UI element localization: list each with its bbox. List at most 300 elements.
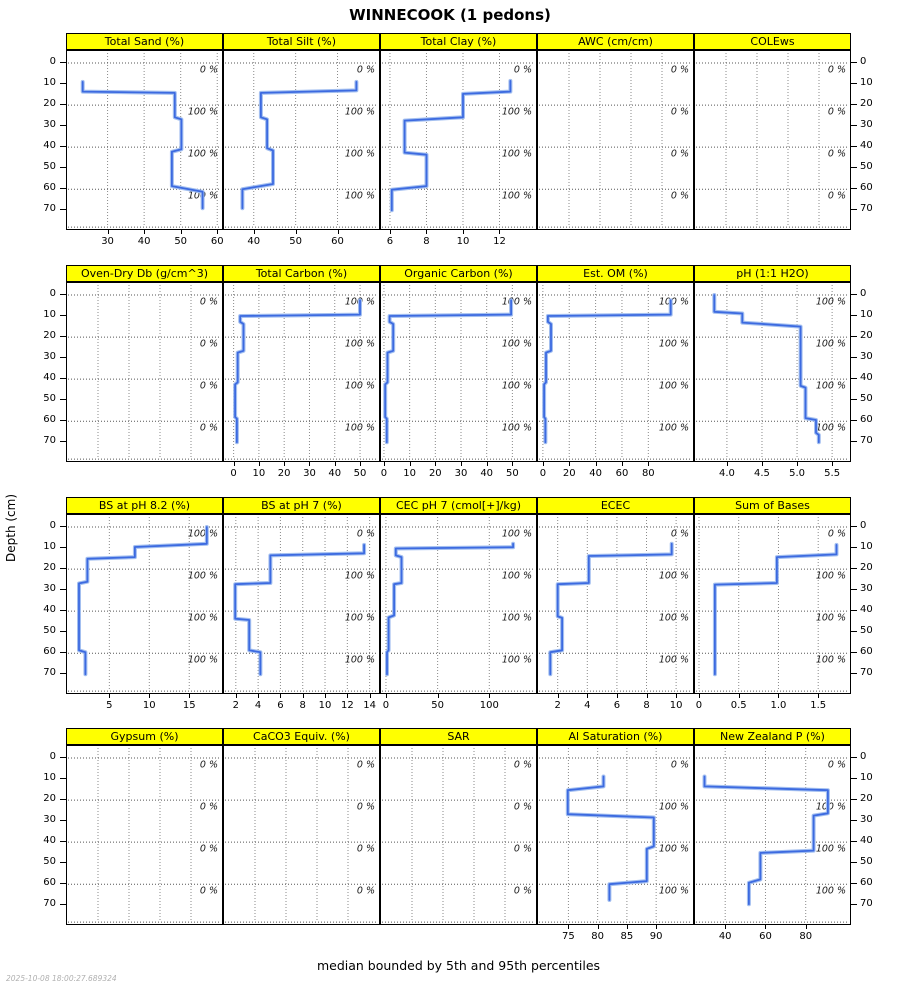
depth-tick-mark — [851, 799, 857, 800]
panel-title-strip — [66, 265, 223, 282]
depth-tick-label: 0 — [860, 751, 867, 762]
depth-tick-mark — [60, 820, 66, 821]
x-tick-mark — [806, 925, 807, 929]
panel-title-strip — [694, 497, 851, 514]
x-tick-mark — [284, 462, 285, 466]
depth-tick-label: 20 — [860, 98, 873, 110]
slab-contributing-fraction-label: 100 % — [815, 570, 846, 582]
depth-tick-mark — [60, 125, 66, 126]
depth-tick-label: 10 — [43, 77, 56, 89]
profile-plot — [695, 283, 850, 461]
depth-tick-mark — [60, 336, 66, 337]
depth-tick-label: 50 — [860, 393, 873, 405]
panel-caco3-equiv — [223, 745, 380, 925]
panel-bs-at-ph-7 — [223, 514, 380, 694]
profile-plot — [538, 515, 693, 693]
x-tick-label: 50 — [353, 468, 367, 479]
slab-contributing-fraction-label: 100 % — [815, 801, 846, 813]
slab-contributing-fraction-label: 100 % — [344, 190, 375, 202]
x-tick-label: 6 — [386, 236, 394, 247]
x-tick-label: 5 — [106, 700, 113, 711]
depth-tick-label: 40 — [43, 140, 56, 152]
panel-title-strip — [537, 728, 694, 745]
slab-contributing-fraction-label: 100 % — [658, 296, 689, 308]
slab-contributing-fraction-label: 0 % — [356, 64, 375, 76]
x-tick-mark — [461, 462, 462, 466]
x-tick-label: 60 — [210, 236, 224, 247]
panel-title: Al Saturation (%) — [568, 730, 663, 743]
depth-tick-label: 40 — [860, 835, 873, 847]
x-tick-label: 8 — [299, 700, 306, 711]
slab-contributing-fraction-label: 0 % — [356, 843, 375, 855]
panel-title-strip — [694, 265, 851, 282]
x-tick-label: 0 — [380, 468, 388, 479]
x-tick-label: 4.0 — [718, 468, 735, 479]
slab-contributing-fraction-label: 0 % — [513, 759, 532, 771]
depth-tick-label: 0 — [860, 288, 867, 299]
depth-tick-mark — [851, 294, 857, 295]
x-tick-mark — [390, 230, 391, 234]
x-tick-mark — [647, 694, 648, 698]
depth-tick-label: 70 — [43, 203, 56, 215]
slab-contributing-fraction-label: 100 % — [344, 106, 375, 118]
x-tick-mark — [487, 462, 488, 466]
depth-tick-label: 20 — [43, 793, 56, 805]
depth-tick-mark — [60, 547, 66, 548]
x-tick-label: 100 — [479, 700, 499, 711]
depth-tick-mark — [851, 841, 857, 842]
x-tick-mark — [558, 694, 559, 698]
x-tick-mark — [108, 230, 109, 234]
panel-title-strip — [537, 497, 694, 514]
panel-total-sand — [66, 50, 223, 230]
depth-tick-label: 70 — [860, 898, 873, 910]
panel-ph-1-1-h2o — [694, 282, 851, 462]
depth-tick-mark — [60, 62, 66, 63]
depth-tick-label: 70 — [860, 203, 873, 215]
depth-tick-label: 30 — [860, 119, 873, 131]
depth-tick-label: 70 — [860, 667, 873, 679]
panel-sar — [380, 745, 537, 925]
depth-tick-mark — [60, 673, 66, 674]
x-tick-mark — [438, 694, 439, 698]
slab-contributing-fraction-label: 100 % — [815, 338, 846, 350]
x-tick-label: 4 — [584, 700, 591, 711]
panel-cec-ph-7-cmol-kg — [380, 514, 537, 694]
panel-title: AWC (cm/cm) — [578, 35, 653, 48]
x-tick-label: 85 — [620, 931, 634, 942]
panel-awc-cm-cm — [537, 50, 694, 230]
slab-contributing-fraction-label: 0 % — [670, 759, 689, 771]
median-line — [392, 81, 511, 210]
depth-tick-mark — [851, 104, 857, 105]
depth-tick-label: 70 — [43, 667, 56, 679]
x-tick-label: 20 — [277, 468, 291, 479]
x-tick-label: 10 — [456, 236, 470, 247]
page-title: WINNECOOK (1 pedons) — [349, 6, 551, 24]
x-tick-label: 15 — [182, 700, 196, 711]
depth-tick-mark — [60, 799, 66, 800]
slab-contributing-fraction-label: 0 % — [827, 759, 846, 771]
slab-contributing-fraction-label: 0 % — [670, 190, 689, 202]
depth-tick-mark — [60, 146, 66, 147]
depth-tick-mark — [851, 125, 857, 126]
panel-title-strip — [223, 728, 380, 745]
profile-plot — [381, 515, 536, 693]
x-tick-label: 20 — [562, 468, 576, 479]
x-tick-mark — [725, 925, 726, 929]
depth-tick-label: 40 — [43, 604, 56, 616]
depth-tick-label: 40 — [43, 835, 56, 847]
panel-title-strip — [223, 497, 380, 514]
profile-plot — [695, 515, 850, 693]
slab-contributing-fraction-label: 0 % — [356, 759, 375, 771]
panel-title: Total Carbon (%) — [255, 267, 348, 280]
x-tick-label: 0 — [382, 700, 390, 711]
depth-tick-mark — [60, 778, 66, 779]
x-tick-mark — [386, 694, 387, 698]
x-tick-mark — [762, 462, 763, 466]
x-tick-mark — [463, 230, 464, 234]
x-tick-label: 10 — [669, 700, 683, 711]
median-line — [714, 295, 819, 442]
x-tick-mark — [384, 462, 385, 466]
slab-contributing-fraction-label: 0 % — [513, 885, 532, 897]
profile-plot — [67, 746, 222, 924]
depth-tick-label: 30 — [860, 814, 873, 826]
slab-contributing-fraction-label: 0 % — [199, 885, 218, 897]
slab-contributing-fraction-label: 0 % — [199, 422, 218, 434]
depth-tick-mark — [851, 589, 857, 590]
x-tick-mark — [309, 462, 310, 466]
x-tick-label: 6 — [613, 700, 621, 711]
depth-tick-label: 20 — [43, 562, 56, 574]
x-tick-mark — [832, 462, 833, 466]
x-tick-mark — [797, 462, 798, 466]
panel-title-strip — [223, 33, 380, 50]
depth-tick-mark — [60, 83, 66, 84]
depth-tick-label: 60 — [43, 182, 56, 194]
slab-contributing-fraction-label: 100 % — [501, 148, 532, 160]
depth-tick-label: 50 — [43, 625, 56, 637]
depth-tick-mark — [851, 652, 857, 653]
depth-tick-label: 40 — [860, 604, 873, 616]
slab-contributing-fraction-label: 100 % — [501, 106, 532, 118]
x-tick-mark — [410, 462, 411, 466]
panel-title-strip — [380, 33, 537, 50]
x-tick-mark — [765, 925, 766, 929]
x-tick-label: 40 — [718, 931, 732, 942]
depth-tick-mark — [851, 820, 857, 821]
slab-contributing-fraction-label: 100 % — [658, 422, 689, 434]
x-tick-mark — [217, 230, 218, 234]
median-line — [387, 544, 513, 675]
x-tick-mark — [648, 462, 649, 466]
x-tick-mark — [109, 694, 110, 698]
x-tick-mark — [259, 462, 260, 466]
slab-contributing-fraction-label: 100 % — [187, 570, 218, 582]
x-tick-mark — [739, 694, 740, 698]
depth-tick-mark — [851, 757, 857, 758]
depth-tick-mark — [851, 378, 857, 379]
panel-title: CEC pH 7 (cmol[+]/kg) — [395, 499, 522, 512]
panel-title-strip — [537, 265, 694, 282]
x-tick-label: 80 — [641, 468, 655, 479]
x-tick-label: 40 — [247, 236, 261, 247]
x-tick-label: 40 — [137, 236, 151, 247]
panel-ecec — [537, 514, 694, 694]
panel-title-strip — [223, 265, 380, 282]
slab-contributing-fraction-label: 100 % — [187, 106, 218, 118]
panel-title: BS at pH 7 (%) — [261, 499, 342, 512]
depth-tick-label: 20 — [860, 793, 873, 805]
depth-tick-mark — [60, 883, 66, 884]
depth-tick-label: 30 — [43, 583, 56, 595]
depth-tick-label: 60 — [860, 877, 873, 889]
x-tick-mark — [360, 462, 361, 466]
panel-total-clay — [380, 50, 537, 230]
slab-contributing-fraction-label: 100 % — [815, 296, 846, 308]
slab-contributing-fraction-label: 100 % — [658, 612, 689, 624]
slab-contributing-fraction-label: 100 % — [501, 190, 532, 202]
depth-tick-label: 30 — [43, 814, 56, 826]
x-tick-label: 5.5 — [824, 468, 841, 479]
x-tick-mark — [335, 462, 336, 466]
panel-title: Total Clay (%) — [420, 35, 497, 48]
panel-title-strip — [380, 265, 537, 282]
panel-title: Organic Carbon (%) — [404, 267, 513, 280]
depth-tick-mark — [851, 209, 857, 210]
depth-tick-label: 50 — [860, 625, 873, 637]
profile-plot — [538, 51, 693, 229]
slab-contributing-fraction-label: 100 % — [344, 296, 375, 308]
profile-plot — [381, 746, 536, 924]
depth-tick-mark — [851, 83, 857, 84]
profile-plot — [224, 515, 379, 693]
x-tick-mark — [189, 694, 190, 698]
profile-plot — [67, 283, 222, 461]
slab-contributing-fraction-label: 100 % — [344, 570, 375, 582]
slab-contributing-fraction-label: 0 % — [199, 338, 218, 350]
x-tick-label: 10 — [403, 468, 416, 479]
slab-contributing-fraction-label: 100 % — [344, 612, 375, 624]
panel-gypsum — [66, 745, 223, 925]
x-tick-mark — [569, 462, 570, 466]
x-tick-label: 5.0 — [789, 468, 805, 479]
x-tick-mark — [149, 694, 150, 698]
x-tick-mark — [280, 694, 281, 698]
x-tick-label: 10 — [142, 700, 156, 711]
depth-tick-mark — [60, 399, 66, 400]
x-tick-mark — [568, 925, 569, 929]
depth-tick-mark — [60, 104, 66, 105]
slab-contributing-fraction-label: 100 % — [658, 801, 689, 813]
x-tick-label: 50 — [289, 236, 302, 247]
panel-bs-at-ph-8-2 — [66, 514, 223, 694]
depth-tick-label: 30 — [860, 351, 873, 363]
profile-plot — [381, 283, 536, 461]
depth-tick-label: 50 — [860, 161, 873, 173]
x-tick-label: 1.5 — [810, 700, 827, 711]
depth-tick-label: 0 — [860, 56, 867, 67]
panel-title: COLEws — [750, 35, 795, 48]
x-tick-label: 40 — [328, 468, 342, 479]
x-tick-label: 4.5 — [754, 468, 770, 479]
slab-contributing-fraction-label: 100 % — [187, 528, 218, 540]
slab-contributing-fraction-label: 0 % — [199, 296, 218, 308]
panel-est-om — [537, 282, 694, 462]
panel-organic-carbon — [380, 282, 537, 462]
profile-plot — [538, 746, 693, 924]
slab-contributing-fraction-label: 0 % — [199, 380, 218, 392]
slab-contributing-fraction-label: 0 % — [356, 885, 375, 897]
timestamp: 2025-10-08 18:00:27.689324 — [6, 974, 117, 983]
x-tick-mark — [543, 462, 544, 466]
depth-tick-label: 50 — [43, 393, 56, 405]
x-tick-label: 30 — [303, 468, 316, 479]
depth-tick-mark — [851, 883, 857, 884]
slab-contributing-fraction-label: 100 % — [344, 338, 375, 350]
x-tick-mark — [435, 462, 436, 466]
caption: median bounded by 5th and 95th percentiles — [316, 958, 601, 973]
slab-contributing-fraction-label: 0 % — [827, 528, 846, 540]
depth-tick-mark — [851, 315, 857, 316]
slab-contributing-fraction-label: 0 % — [199, 759, 218, 771]
x-tick-mark — [727, 462, 728, 466]
x-tick-label: 6 — [277, 700, 284, 711]
depth-tick-mark — [60, 188, 66, 189]
x-tick-mark — [499, 230, 500, 234]
depth-tick-mark — [851, 673, 857, 674]
slab-contributing-fraction-label: 100 % — [815, 422, 846, 434]
slab-contributing-fraction-label: 100 % — [344, 422, 375, 434]
slab-contributing-fraction-label: 100 % — [815, 380, 846, 392]
x-tick-mark — [296, 230, 297, 234]
x-tick-mark — [627, 925, 628, 929]
percentile-ribbon — [79, 527, 207, 674]
slab-contributing-fraction-label: 100 % — [501, 296, 532, 308]
profile-plot — [224, 51, 379, 229]
x-tick-mark — [426, 230, 427, 234]
x-tick-label: 30 — [101, 236, 114, 247]
x-tick-label: 20 — [428, 468, 442, 479]
panel-title-strip — [66, 33, 223, 50]
x-tick-mark — [258, 694, 259, 698]
depth-tick-label: 40 — [860, 372, 873, 384]
depth-tick-label: 10 — [860, 541, 873, 553]
depth-tick-mark — [60, 589, 66, 590]
x-tick-label: 30 — [454, 468, 468, 479]
depth-tick-mark — [60, 315, 66, 316]
depth-tick-mark — [851, 146, 857, 147]
depth-tick-label: 60 — [860, 182, 873, 194]
panel-title: pH (1:1 H2O) — [736, 267, 809, 280]
x-tick-mark — [338, 230, 339, 234]
panel-total-carbon — [223, 282, 380, 462]
depth-tick-mark — [851, 441, 857, 442]
median-line — [568, 777, 654, 901]
x-tick-label: 50 — [505, 468, 519, 479]
depth-tick-label: 20 — [860, 330, 873, 342]
depth-tick-label: 50 — [43, 161, 56, 173]
x-tick-mark — [622, 462, 623, 466]
slab-contributing-fraction-label: 0 % — [199, 843, 218, 855]
slab-contributing-fraction-label: 100 % — [658, 338, 689, 350]
depth-tick-mark — [851, 610, 857, 611]
depth-tick-mark — [851, 568, 857, 569]
depth-tick-mark — [60, 841, 66, 842]
slab-contributing-fraction-label: 100 % — [187, 654, 218, 666]
profile-plot — [695, 51, 850, 229]
x-tick-mark — [778, 694, 779, 698]
x-tick-label: 10 — [252, 468, 266, 479]
x-tick-mark — [676, 694, 677, 698]
percentile-ribbon — [705, 777, 828, 905]
panel-new-zealand-p — [694, 745, 851, 925]
slab-contributing-fraction-label: 100 % — [658, 654, 689, 666]
x-tick-label: 8 — [643, 700, 650, 711]
x-tick-label: 60 — [331, 236, 344, 247]
slab-contributing-fraction-label: 0 % — [356, 528, 375, 540]
slab-contributing-fraction-label: 0 % — [670, 528, 689, 540]
panel-title: Total Sand (%) — [104, 35, 185, 48]
profile-plot — [67, 51, 222, 229]
y-axis-label: Depth (cm) — [4, 493, 18, 562]
slab-contributing-fraction-label: 100 % — [815, 612, 846, 624]
median-line — [79, 527, 207, 674]
slab-contributing-fraction-label: 0 % — [356, 801, 375, 813]
slab-contributing-fraction-label: 100 % — [344, 148, 375, 160]
slab-contributing-fraction-label: 100 % — [187, 612, 218, 624]
depth-tick-mark — [60, 526, 66, 527]
slab-contributing-fraction-label: 100 % — [658, 843, 689, 855]
panel-title: SAR — [447, 730, 470, 743]
depth-tick-label: 20 — [860, 562, 873, 574]
depth-tick-mark — [60, 420, 66, 421]
panel-title: ECEC — [600, 499, 631, 512]
slab-contributing-fraction-label: 100 % — [815, 843, 846, 855]
panel-title-strip — [694, 728, 851, 745]
slab-contributing-fraction-label: 0 % — [199, 64, 218, 76]
depth-tick-mark — [851, 526, 857, 527]
x-tick-label: 60 — [615, 468, 629, 479]
depth-tick-label: 10 — [860, 772, 873, 784]
x-tick-label: 1.0 — [770, 700, 787, 711]
depth-tick-mark — [851, 188, 857, 189]
depth-tick-label: 30 — [860, 583, 873, 595]
depth-tick-mark — [851, 167, 857, 168]
depth-tick-mark — [851, 420, 857, 421]
slab-contributing-fraction-label: 100 % — [501, 422, 532, 434]
panel-title-strip — [537, 33, 694, 50]
depth-tick-label: 50 — [43, 856, 56, 868]
slab-contributing-fraction-label: 100 % — [501, 570, 532, 582]
x-tick-label: 90 — [649, 931, 663, 942]
depth-tick-label: 0 — [49, 56, 56, 67]
x-tick-mark — [617, 694, 618, 698]
panel-title: BS at pH 8.2 (%) — [98, 499, 191, 512]
x-tick-label: 14 — [363, 700, 376, 711]
x-tick-mark — [656, 925, 657, 929]
slab-contributing-fraction-label: 100 % — [658, 570, 689, 582]
x-tick-mark — [489, 694, 490, 698]
x-tick-mark — [236, 694, 237, 698]
slab-contributing-fraction-label: 0 % — [827, 106, 846, 118]
slab-contributing-fraction-label: 0 % — [827, 148, 846, 160]
panel-title-strip — [66, 497, 223, 514]
slab-contributing-fraction-label: 100 % — [187, 148, 218, 160]
slab-contributing-fraction-label: 100 % — [501, 612, 532, 624]
